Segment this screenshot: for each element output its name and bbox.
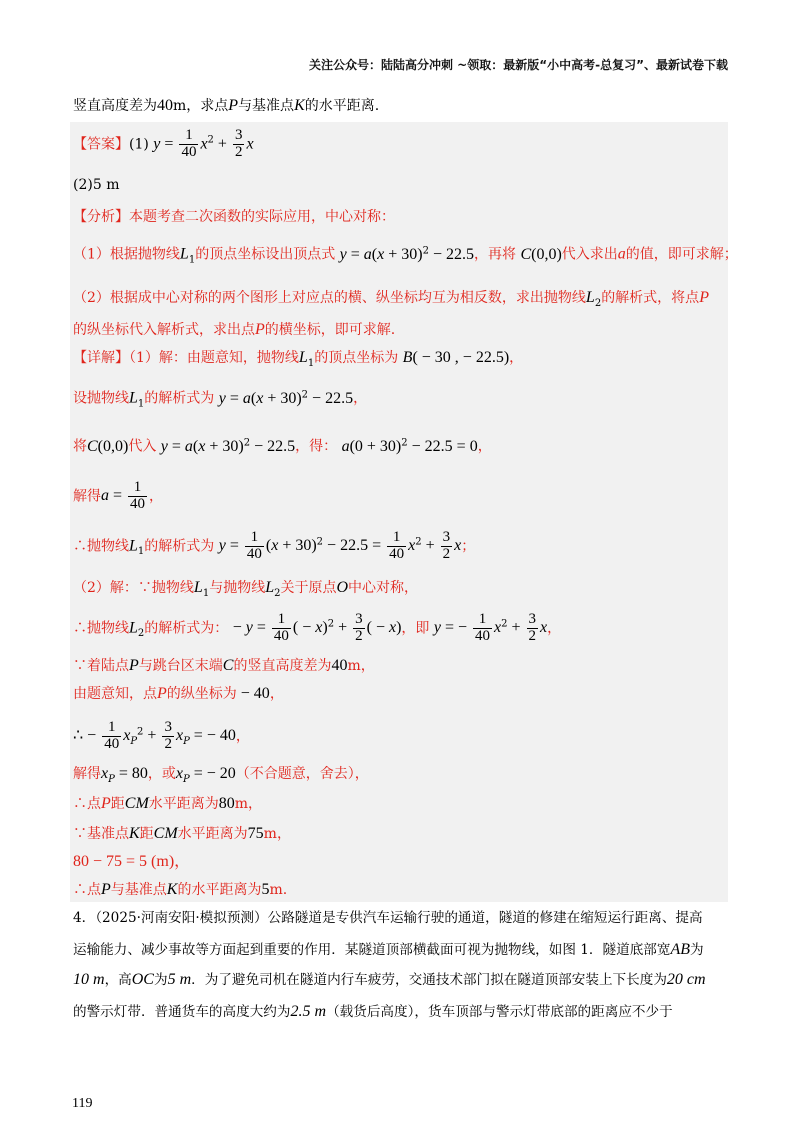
q4-line-4: 的警示灯带．普通货车的高度大约为2.5 m（载货后高度），货车顶部与警示灯带底部的距离应不少于 — [73, 1003, 673, 1020]
detail-line-7: ∴抛物线$L_2$的解析式为： − y = $\frac{1}{40}$ ( − x)$^2$ + $\frac{3}{2}$ ( − x)，即 y = − $\frac{1}{40}$ $x^2$ + $\frac{3}{2}$ x， — [73, 611, 562, 644]
answer-line-1: 【答案】(1) y = $\frac{1}{40}$ $x^2$ + $\frac{3}{2}$ x — [73, 127, 254, 160]
q4-line-1: 4．（2025·河南安阳·模拟预测）公路隧道是专供汽车运输行驶的通道，隧道的修建在缩短运行距离、提高 — [73, 910, 703, 926]
detail-line-12: ∴点P距CM水平距离为80m， — [73, 795, 263, 812]
page-number: 119 — [72, 1096, 93, 1111]
detail-line-6: （2）解：∵抛物线$L_1$与抛物线$L_2$关于原点O中心对称， — [73, 579, 419, 599]
detail-line-11: 解得$x_P = 80$，或$x_P$ = − 20（不合题意，舍去）， — [73, 765, 369, 785]
detail-line-15: ∴点P与基准点K的水平距离为5m. — [73, 881, 288, 898]
analysis-step-2-cont: 的纵坐标代入解析式，求出点P的横坐标，即可求解. — [73, 321, 396, 338]
detail-line-9: 由题意知，点P的纵坐标为 − 40， — [73, 685, 284, 702]
q4-line-3: 10 m，高OC为5 m．为了避免司机在隧道内行车疲劳，交通技术部门拟在隧道顶部安装上下长度为20 cm — [73, 971, 706, 988]
analysis-step-1: （1）根据抛物线$L_1$的顶点坐标设出顶点式 $y = a(x + 30)^2 - 22.5$，再将 C(0,0)代入求出a的值，即可求解； — [73, 245, 738, 266]
detail-line-5: ∴抛物线$L_1$的解析式为 y = $\frac{1}{40}$ $(x + 30)^2 - 22.5$ = $\frac{1}{40}$ $x^2$ + $\frac{3}{2}$ x； — [73, 529, 476, 562]
answer-line-2: (2)5 m — [73, 177, 120, 193]
problem-continuation: 竖直高度差为40m，求点P与基准点K的水平距离. — [73, 97, 380, 114]
detail-line-1: 【详解】（1）解：由题意知，抛物线$L_1$的顶点坐标为 B( − 30 , − 22.5)， — [73, 349, 524, 369]
detail-line-4: 解得a = $\frac{1}{40}$ ， — [73, 479, 164, 512]
detail-line-3: 将C(0,0)代入 $y = a(x + 30)^2 - 22.5$，得： $a(0 + 30)^2 - 22.5 = 0$， — [73, 437, 492, 455]
detail-line-2: 设抛物线$L_1$的解析式为 $y = a(x + 30)^2 - 22.5$， — [73, 389, 368, 410]
detail-line-10: ∴ − $\frac{1}{40}$ $x_P^2$ + $\frac{3}{2}$ $x_P$ = − 40， — [73, 719, 250, 752]
page-header: 关注公众号：陆陆高分冲刺 ~领取：最新版“小中高考-总复习”、最新试卷下载 — [309, 58, 728, 72]
detail-line-14: 80 − 75 = 5 (m)， — [73, 853, 191, 870]
analysis-heading: 【分析】本题考查二次函数的实际应用，中心对称： — [73, 209, 395, 225]
q4-line-2: 运输能力、减少事故等方面起到重要的作用．某隧道顶部横截面可视为抛物线，如图 1．隧道底部宽AB为 — [73, 941, 704, 958]
analysis-step-2: （2）根据成中心对称的两个图形上对应点的横、纵坐标均互为相反数，求出抛物线$L_2$的解析式，将点P — [73, 289, 709, 309]
detail-line-13: ∵基准点K距CM水平距离为75m， — [73, 825, 291, 842]
detail-line-8: ∵着陆点P与跳台区末端C的竖直高度差为40m， — [73, 657, 375, 674]
